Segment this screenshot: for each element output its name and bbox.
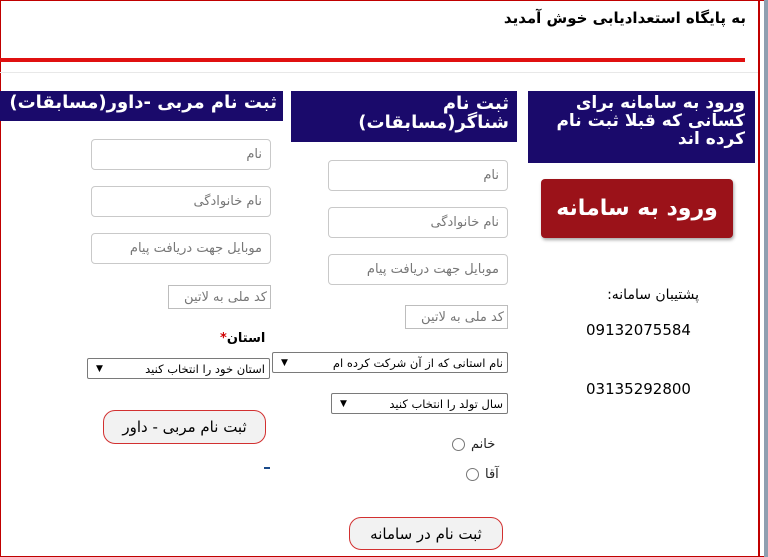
chevron-down-icon: ▼	[281, 357, 288, 368]
gender-female-radio[interactable]	[452, 438, 465, 451]
singer-last-name-input[interactable]: نام خانوادگی	[328, 207, 508, 238]
coach-national-id-input[interactable]: کد ملی به لاتین	[168, 285, 271, 309]
chevron-down-icon: ▼	[96, 363, 103, 374]
right-border	[758, 0, 760, 557]
subtle-divider	[0, 72, 758, 73]
header-divider	[0, 58, 745, 62]
welcome-title: به پایگاه استعدادیابی خوش آمدید	[503, 9, 746, 27]
singer-panel-heading: ثبت نام شناگر(مسابقات)	[291, 91, 517, 142]
coach-first-name-input[interactable]: نام	[91, 139, 271, 170]
singer-national-id-input[interactable]: کد ملی به لاتین	[405, 305, 508, 329]
support-phone-landline: 03135292800	[586, 380, 691, 398]
login-button[interactable]: ورود به سامانه	[541, 179, 733, 238]
gender-female-option[interactable]	[452, 437, 495, 452]
gender-male-label: آقا	[485, 467, 499, 482]
coach-last-name-input[interactable]: نام خانوادگی	[91, 186, 271, 217]
coach-panel-heading: ثبت نام مربی -داور(مسابقات)	[0, 91, 283, 121]
required-mark: *	[220, 331, 227, 346]
singer-register-button[interactable]: ثبت نام در سامانه	[349, 517, 503, 550]
singer-province-select[interactable]: ▼ نام استانی که از آن شرکت کرده ام	[272, 352, 508, 373]
coach-register-button[interactable]: ثبت نام مربی - داور	[103, 410, 266, 444]
login-panel-heading: ورود به سامانه برای کسانی که قبلا ثبت نام کرده اند	[528, 91, 755, 163]
support-title: پشتیبان سامانه:	[607, 287, 699, 303]
gender-male-radio[interactable]	[466, 468, 479, 481]
gender-male-option[interactable]	[466, 467, 499, 482]
coach-province-label: استان*	[220, 331, 266, 346]
coach-dash-marker	[264, 467, 270, 469]
gender-female-label: خانم	[471, 437, 496, 452]
singer-birth-year-select[interactable]: ▼ سال تولد را انتخاب کنید	[331, 393, 508, 414]
singer-mobile-input[interactable]: موبایل جهت دریافت پیام	[328, 254, 508, 285]
coach-mobile-input[interactable]: موبایل جهت دریافت پیام	[91, 233, 271, 264]
singer-first-name-input[interactable]: نام	[328, 160, 508, 191]
support-phone-mobile: 09132075584	[586, 321, 691, 339]
coach-province-select[interactable]: ▼ استان خود را انتخاب کنید	[87, 358, 270, 379]
chevron-down-icon: ▼	[340, 398, 347, 409]
scrollbar-track[interactable]	[764, 0, 768, 557]
